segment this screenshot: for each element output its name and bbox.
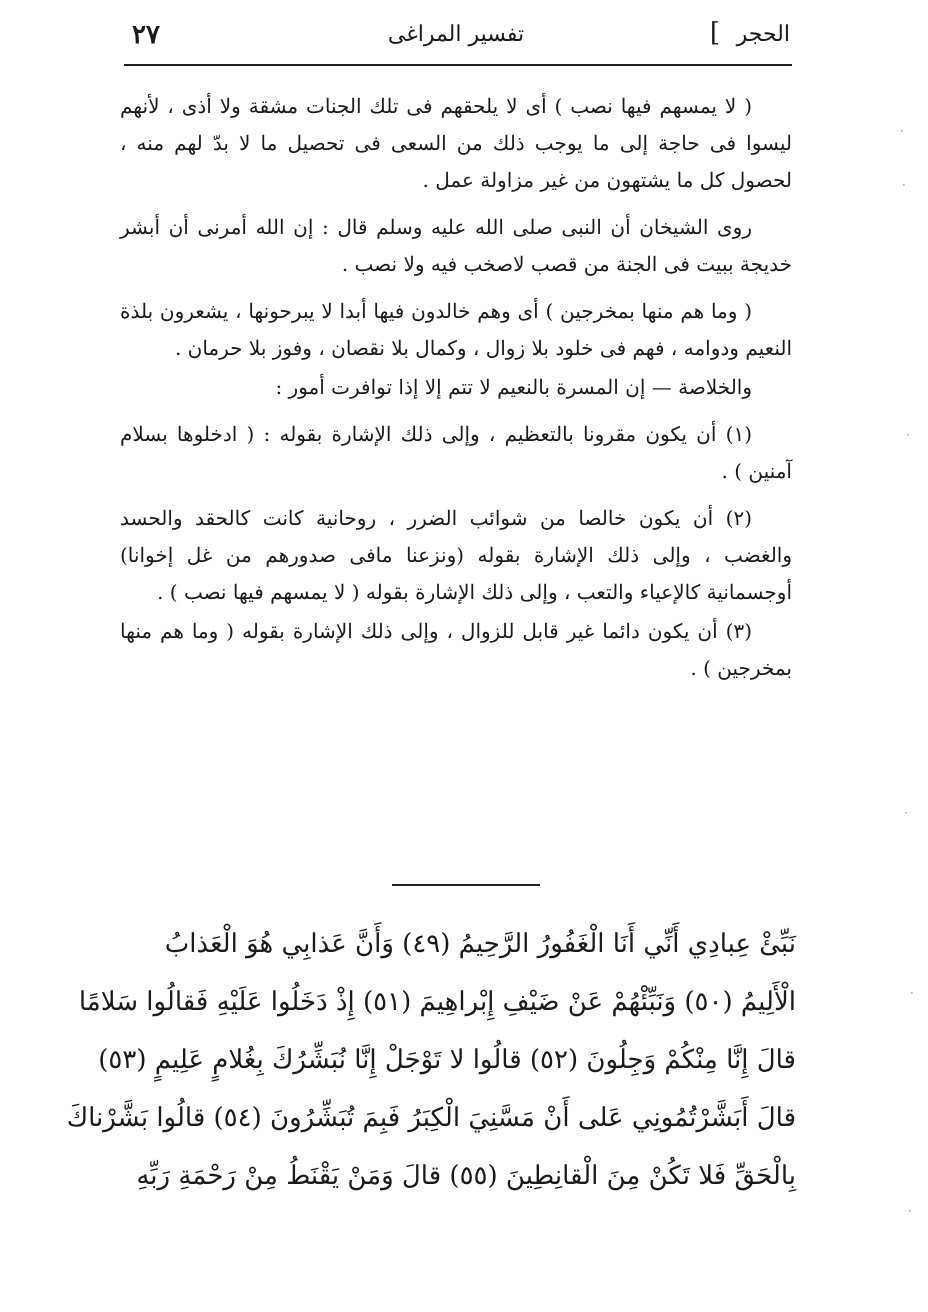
paragraph-hadith-khadija: روى الشيخان أن النبى صلى الله عليه وسلم قال : إن الله أمرنى أن أبشر خديجة ببيت فى الجنة من قصب لاصخب فيه ولا نصب . <box>120 215 792 276</box>
surah-name: الحجر <box>736 22 790 47</box>
paragraph-not-expelled: ( وما هم منها بمخرجين ) أى وهم خالدون فيها أبدا لا يبرحونها ، يشعرون بلذة النعيم ودوامه ، فهم فى خلود بلا زوال ، وكمال بلا نقصان ، وفوز بلا حرمان . <box>120 299 792 360</box>
quran-line: قالَ إِنَّا مِنْكُمْ وَجِلُونَ (٥٢) قالُوا لا تَوْجَلْ إِنَّا نُبَشِّرُكَ بِغُلامٍ عَلِيمٍ (٥٣) <box>98 1045 796 1075</box>
scan-speck: · <box>902 178 906 192</box>
paragraph-condition-1: (١) أن يكون مقرونا بالتعظيم ، وإلى ذلك الإشارة بقوله : ( ادخلوها بسلام آمنين ) . <box>120 422 792 483</box>
commentary-text <box>120 88 792 697</box>
scan-speck: · <box>904 806 908 820</box>
paragraph-no-fatigue: ( لا يمسهم فيها نصب ) أى لا يلحقهم فى تلك الجنات مشقة ولا أذى ، لأنهم ليسوا فى حاجة إلى ما يوجب ذلك من السعى فى تحصيل ما لا بدّ لهم منه ، لحصول كل ما يشتهون من غير مزاولة عمل . <box>120 94 792 192</box>
quran-line: الْأَلِيمُ (٥٠) وَنَبِّئْهُمْ عَنْ ضَيْفِ إِبْراهِيمَ (٥١) إِذْ دَخَلُوا عَلَيْهِ فَقالُوا سَلامًا <box>78 987 796 1017</box>
quran-line: بِالْحَقِّ فَلا تَكُنْ مِنَ الْقانِطِينَ (٥٥) قالَ وَمَنْ يَقْنَطُ مِنْ رَحْمَةِ رَبِّهِ <box>136 1161 796 1191</box>
scan-speck: · <box>900 124 904 138</box>
header-rule <box>124 64 792 66</box>
scan-speck: · <box>906 428 910 442</box>
page-number: ٢٧ <box>132 20 160 50</box>
paragraph-summary: والخلاصة — إن المسرة بالنعيم لا تتم إلا إذا توافرت أمور : <box>275 375 752 399</box>
page-header <box>122 18 790 60</box>
quran-line: نَبِّئْ عِبادِي أَنِّي أَنَا الْغَفُورُ الرَّحِيمُ (٤٩) وَأَنَّ عَذابِي هُوَ الْعَذابُ <box>164 929 796 959</box>
scan-speck: · <box>908 1204 912 1218</box>
header-bracket: ] <box>709 18 720 48</box>
section-separator <box>392 884 540 886</box>
quran-verses <box>66 915 796 1205</box>
paragraph-condition-2: (٢) أن يكون خالصا من شوائب الضرر ، روحانية كانت كالحقد والحسد والغضب ، وإلى ذلك الإشارة بقوله (ونزعنا مافى صدورهم من غل إخوانا) أوجسمانية كالإعياء والتعب ، وإلى ذلك الإشارة بقوله ( لا يمسهم فيها نصب ) . <box>120 506 792 604</box>
quran-line: قالَ أَبَشَّرْتُمُونِي عَلى أَنْ مَسَّنِيَ الْكِبَرُ فَبِمَ تُبَشِّرُونَ (٥٤) قالُوا بَشَّرْناكَ <box>66 1103 796 1133</box>
scan-speck: · <box>910 986 914 1000</box>
paragraph-condition-3: (٣) أن يكون دائما غير قابل للزوال ، وإلى ذلك الإشارة بقوله ( وما هم منها بمخرجين ) . <box>120 619 792 680</box>
book-title: تفسير المراغى <box>387 22 525 47</box>
